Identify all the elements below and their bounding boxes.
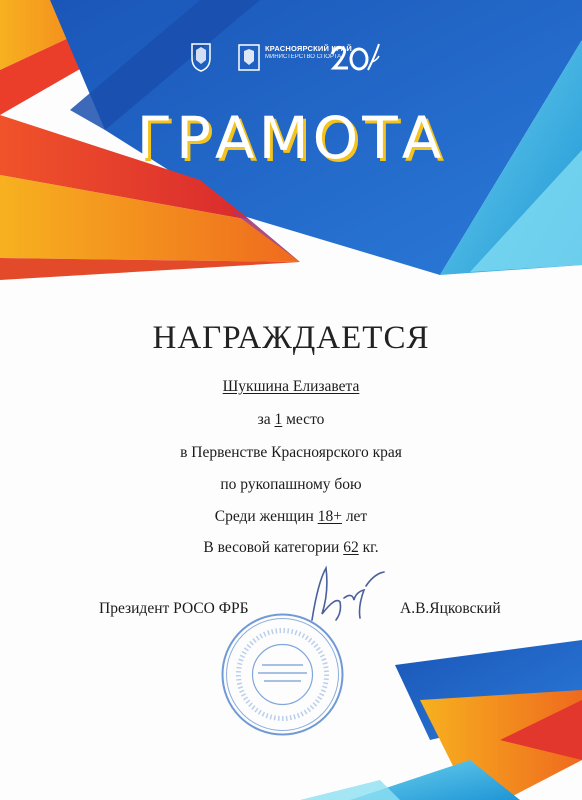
certificate-title: ГРАМОТА	[136, 104, 446, 172]
anniversary-logo-icon	[328, 40, 380, 76]
place-value: 1	[274, 411, 283, 428]
region-emblem-icon	[238, 44, 260, 71]
category-suffix: лет	[341, 508, 368, 525]
weight-prefix: В весовой категории	[203, 539, 344, 556]
discipline-line: по рукопашному бою	[220, 476, 362, 493]
official-stamp	[220, 612, 345, 737]
region-title: КРАСНОЯРСКИЙ КРАЙ	[265, 44, 352, 53]
category-prefix: Среди женщин	[214, 508, 318, 525]
recipient-name-text: Шукшина Елизавета	[222, 378, 360, 395]
coat-of-arms-icon	[190, 42, 212, 72]
weight-suffix: кг.	[358, 539, 379, 556]
ministry-text: МИНИСТЕРСТВО СПОРТА	[265, 54, 342, 60]
signatory-name: А.В.Яцковский	[400, 600, 501, 617]
shape-teal-bottom-light	[300, 780, 400, 800]
weight-value: 62	[343, 539, 359, 556]
place-line	[0, 411, 582, 429]
place-prefix: за	[257, 411, 275, 428]
event-line: в Первенстве Красноярского края	[180, 444, 402, 461]
category-line	[0, 508, 582, 526]
signatory-position: Президент РОСО ФРБ	[99, 600, 249, 617]
recipient-name	[0, 378, 582, 396]
award-heading: НАГРАЖДАЕТСЯ	[152, 320, 430, 356]
place-suffix: место	[282, 411, 325, 428]
weight-line	[0, 539, 582, 557]
category-value: 18+	[317, 508, 342, 525]
